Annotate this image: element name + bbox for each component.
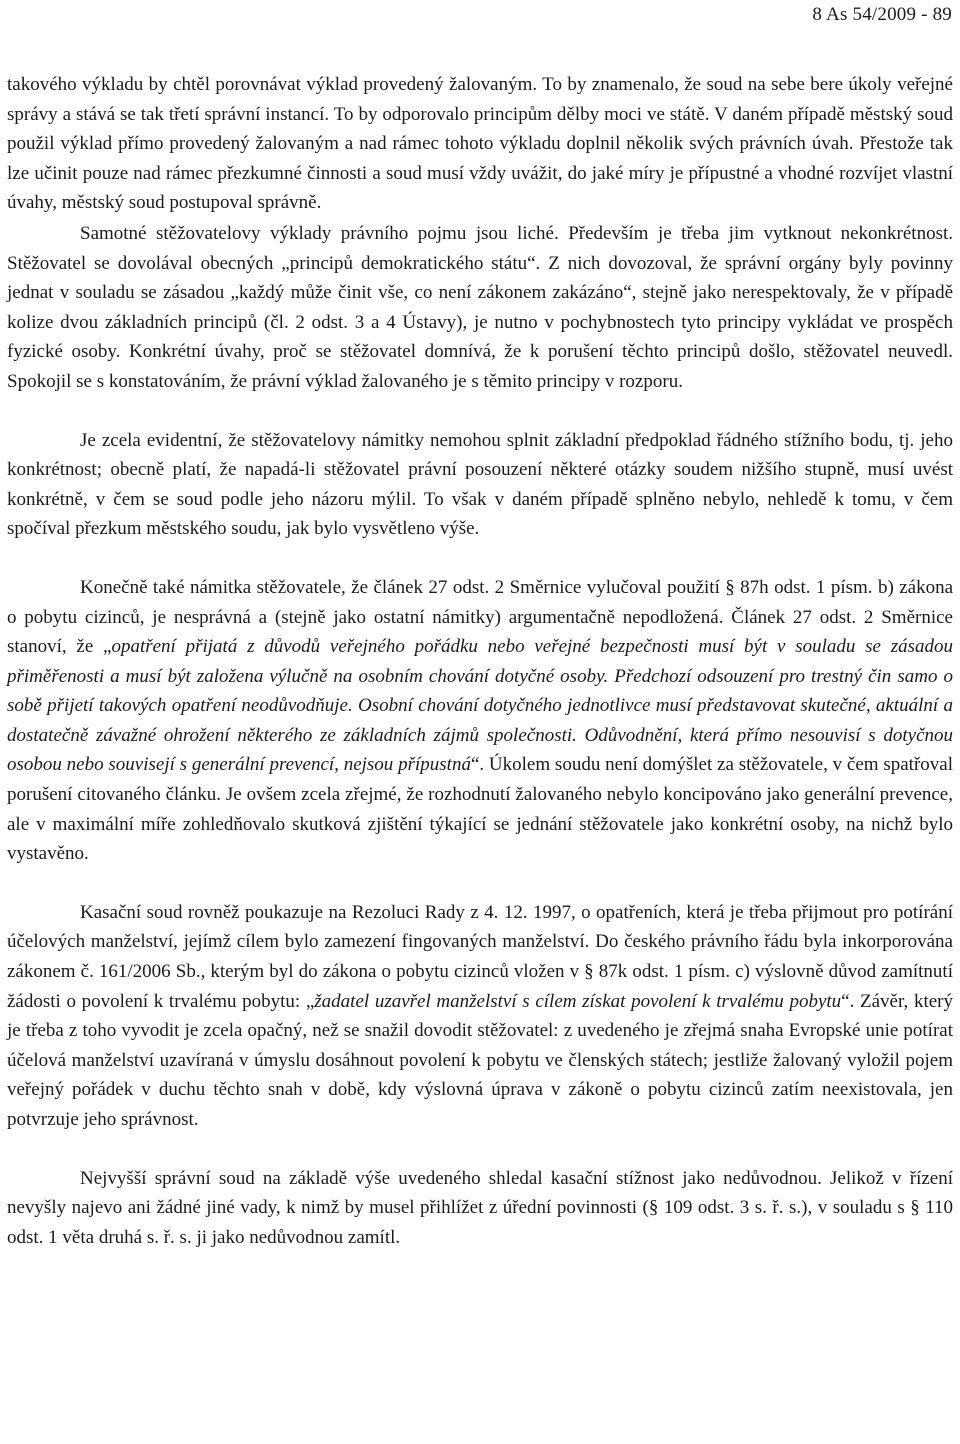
text-segment: “. Úkolem soudu není domýšlet za stěžovatele, v čem spatřoval porušení citovaného článku. Je ovšem zcela zřejmé, že rozhodnutí žalovaného nebylo koncipováno jako generální prevence, ale v maximální míře zohledňovalo skutková zjištění týkající se jednání stěžovatele jako konkrétní osoby, na nichž bylo vystavěno.	[7, 754, 954, 865]
paragraph-resolution	[7, 898, 953, 1135]
case-reference: 8 As 54/2009 - 89	[812, 4, 952, 25]
paragraph-conclusion: Nejvyšší správní soud na základě výše uvedeného shledal kasační stížnost jako nedůvodnou. Jelikož v řízení nevyšly najevo ani žádné jiné vady, k nimž by musel přihlížet z úřední povinnosti (§ 109 odst. 3 s. ř. s.), v souladu s § 110 odst. 1 věta druhá s. ř. s. ji jako nedůvodnou zamítl.	[7, 1167, 953, 1248]
quoted-statute-text: žadatel uzavřel manželství s cílem získat povolení k trvalému pobytu	[314, 990, 842, 1012]
document-body	[7, 70, 953, 1252]
quoted-directive-text: opatření přijatá z důvodů veřejného pořádku nebo veřejné bezpečnosti musí být v souladu se zásadou přiměřenosti a musí být založena výlučně na osobním chování dotyčné osoby. Předchozí odsouzení pro trestný čin samo o sobě přijetí takových opatření neodůvodňuje. Osobní chování dotyčného jednotlivce musí představovat skutečné, aktuální a dostatečně závažné ohrožení některého ze základních zájmů společnosti. Odůvodnění, která přímo nesouvisí s dotyčnou osobou nebo souvisejí s generální prevencí, nejsou přípustná	[7, 636, 953, 776]
paragraph-principles: Samotné stěžovatelovy výklady právního pojmu jsou liché. Především je třeba jim vytknout nekonkrétnost. Stěžovatel se dovolával obecných „principů demokratického státu“. Z nich dovozoval, že správní orgány byly povinny jednat v souladu se zásadou „každý může činit vše, co není zákonem zakázáno“, stejně jako nerespektovaly, že v případě kolize dvou základních principů (čl. 2 odst. 3 a 4 Ústavy), je nutno v pochybnostech tyto principy vykládat ve prospěch fyzické osoby. Konkrétní úvahy, proč se stěžovatel domnívá, že k porušení těchto principů došlo, stěžovatel neuvedl. Spokojil se s konstatováním, že právní výklad žalovaného je s těmito principy v rozporu.	[7, 222, 953, 392]
text-segment: Kasační soud rovněž poukazuje na Rezoluci Rady z 4. 12. 1997, o opatřeních, která je třeba přijmout pro potírání účelových manželství, jejímž cílem bylo zamezení fingovaných manželství. Do českého právního řádu byla inkorporována zákonem č. 161/2006 Sb., kterým byl do zákona o pobytu cizinců vložen v § 87k odst. 1 písm. c) výslovně důvod zamítnutí žádosti o povolení k trvalému pobytu: „	[7, 901, 953, 1012]
text-segment: Konečně také námitka stěžovatele, že článek 27 odst. 2 Směrnice vylučoval použití § 87h odst. 1 písm. b) zákona o pobytu cizinců, je nesprávná a (stejně jako ostatní námitky) argumentačně nepodložená. Článek 27 odst. 2 Směrnice stanoví, že „	[7, 576, 953, 658]
text-segment: “. Závěr, který je třeba z toho vyvodit je zcela opačný, než se snažil dovodit stěžovatel: z uvedeného je zřejmá snaha Evropské unie potírat účelová manželství uzavíraná v úmyslu dosáhnout povolení k pobytu ve členských státech; jestliže žalovaný vyložil pojem veřejný pořádek v duchu těchto snah v době, kdy výslovná úprava v zákoně o pobytu cizinců zatím neexistovala, jen potvrzuje jeho správnost.	[7, 990, 953, 1130]
paragraph-directive	[7, 573, 953, 869]
paragraph-continuation: takového výkladu by chtěl porovnávat výklad provedený žalovaným. To by znamenalo, že soud na sebe bere úkoly veřejné správy a stává se tak třetí správní instancí. To by odporovalo principům dělby moci ve státě. V daném případě městský soud použil výklad přímo provedený žalovaným a nad rámec tohoto výkladu doplnil několik svých právních úvah. Přestože tak lze učinit pouze nad rámec přezkumné činnosti a soud musí vždy uvážit, do jaké míry je přípustné a vhodné rozvíjet vlastní úvahy, městský soud postupoval správně.	[7, 74, 953, 214]
paragraph-concreteness: Je zcela evidentní, že stěžovatelovy námitky nemohou splnit základní předpoklad řádného stížního bodu, tj. jeho konkrétnost; obecně platí, že napadá-li stěžovatel právní posouzení některé otázky soudem nižšího stupně, musí uvést konkrétně, v čem se soud podle jeho názoru mýlil. To však v daném případě splněno nebylo, nehledě k tomu, v čem spočíval přezkum městského soudu, jak bylo vysvětleno výše.	[7, 429, 953, 540]
